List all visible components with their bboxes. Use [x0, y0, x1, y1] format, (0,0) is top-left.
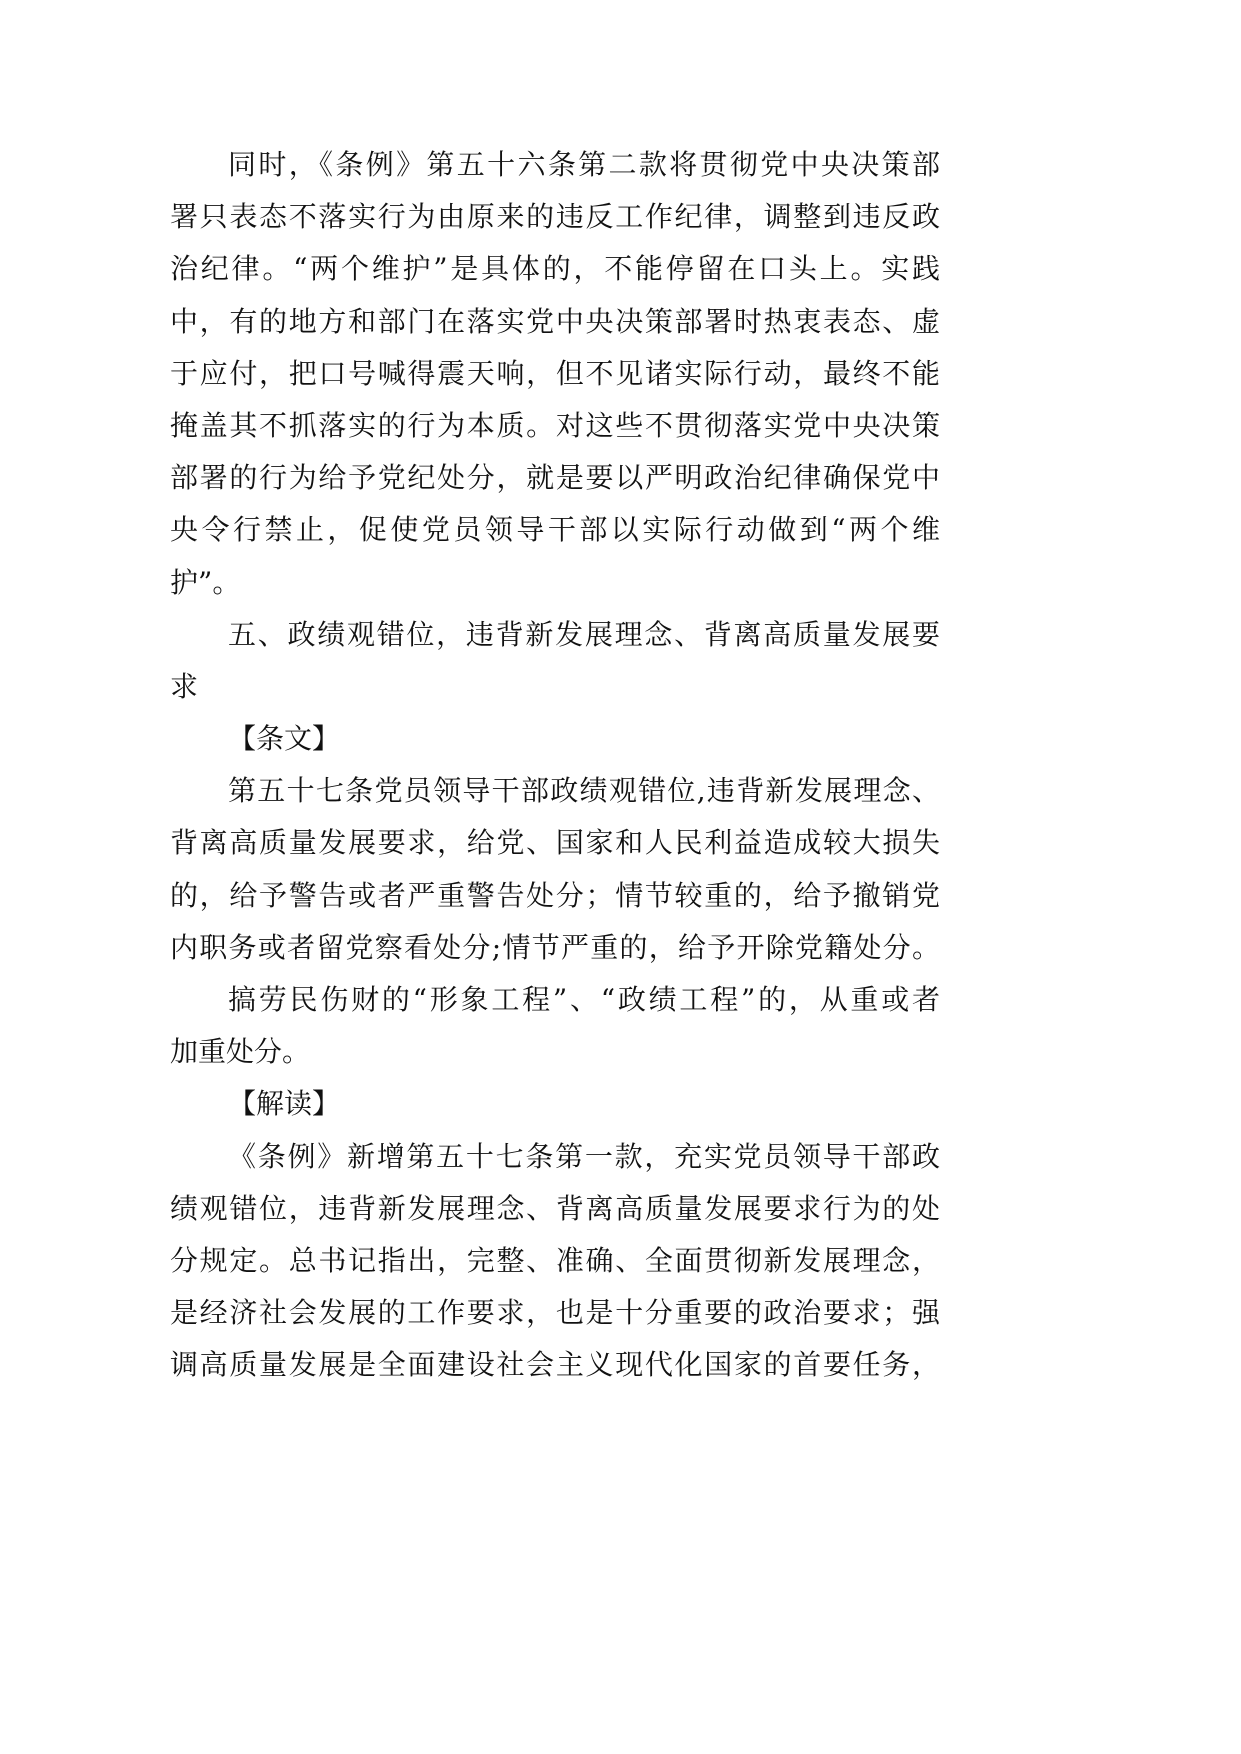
text-line: 部署的行为给予党纪处分，就是要以严明政治纪律确保党中 — [170, 461, 940, 495]
text-line: 调高质量发展是全面建设社会主义现代化国家的首要任务， — [170, 1348, 940, 1382]
text-line: 《条例》新增第五十七条第一款，充实党员领导干部政 — [228, 1139, 940, 1173]
text-line: 分规定。总书记指出，完整、准确、全面贯彻新发展理念， — [170, 1243, 940, 1277]
text-line: 搞劳民伤财的“形象工程”、“政绩工程”的，从重或者 — [228, 983, 940, 1016]
text-line: 中，有的地方和部门在落实党中央决策部署时热衷表态、虚 — [170, 304, 940, 338]
text-line: 掩盖其不抓落实的行为本质。对这些不贯彻落实党中央决策 — [170, 408, 940, 442]
paragraph — [170, 765, 940, 974]
paragraph — [170, 139, 940, 609]
text-line: 治纪律。“两个维护”是具体的，不能停留在口头上。实践 — [170, 252, 940, 286]
text-line: 央令行禁止，促使党员领导干部以实际行动做到“两个维 — [170, 513, 940, 547]
section-label-provision — [170, 713, 940, 765]
text-line: 护”。 — [170, 565, 241, 599]
document-body — [170, 139, 940, 1392]
text-line: 于应付，把口号喊得震天响，但不见诸实际行动，最终不能 — [170, 356, 940, 390]
section-heading-line: 五、政绩观错位，违背新发展理念、背离高质量发展要 — [228, 617, 940, 651]
paragraph — [170, 974, 940, 1078]
text-line: 第五十七条党员领导干部政绩观错位,违背新发展理念、 — [228, 774, 940, 808]
section-label: 【解读】 — [228, 1087, 341, 1121]
text-line: 加重处分。 — [170, 1035, 311, 1069]
text-line: 署只表态不落实行为由原来的违反工作纪律，调整到违反政 — [170, 200, 940, 234]
section-heading-line: 求 — [170, 669, 199, 703]
section-label-interpretation — [170, 1078, 940, 1130]
text-line: 同时，《条例》第五十六条第二款将贯彻党中央决策部 — [228, 148, 940, 181]
section-label: 【条文】 — [228, 722, 341, 756]
section-heading — [170, 609, 940, 713]
text-line: 绩观错位，违背新发展理念、背离高质量发展要求行为的处 — [170, 1191, 940, 1225]
text-line: 是经济社会发展的工作要求，也是十分重要的政治要求；强 — [170, 1296, 940, 1330]
text-line: 内职务或者留党察看处分;情节严重的，给予开除党籍处分。 — [170, 930, 940, 964]
text-line: 的，给予警告或者严重警告处分；情节较重的，给予撤销党 — [170, 878, 940, 912]
paragraph — [170, 1131, 940, 1392]
text-line: 背离高质量发展要求，给党、国家和人民利益造成较大损失 — [170, 826, 940, 860]
